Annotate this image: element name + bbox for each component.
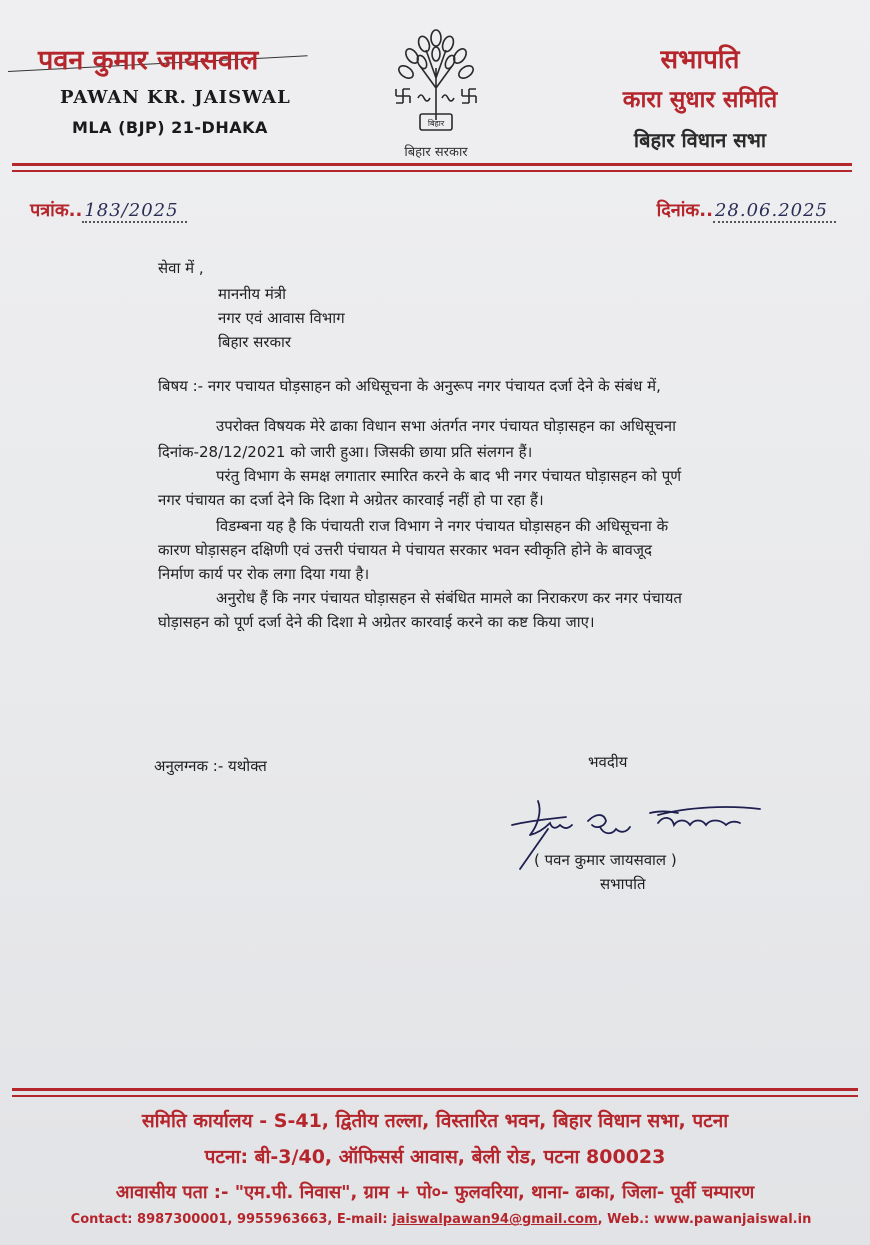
body-line: अनुरोध हैं कि नगर पंचायत घोड़ासहन से संबंधित मामले का निराकरण कर नगर पंचायत bbox=[216, 589, 682, 607]
assembly-name: बिहार विधान सभा bbox=[633, 128, 767, 152]
name-english: PAWAN KR. JAISWAL bbox=[60, 87, 291, 108]
body-line: कारण घोड़ासहन दक्षिणी एवं उत्तरी पंचायत मे पंचायत सरकार भवन स्वीकृति होने के बावजूद bbox=[158, 541, 652, 559]
footer-rule-thick bbox=[12, 1088, 858, 1091]
address-line: माननीय मंत्री bbox=[218, 285, 286, 303]
body-line: घोड़ासहन को पूर्ण दर्जा देने की दिशा मे अग्रेतर कारवाई करने का कष्ट किया जाए। bbox=[158, 613, 595, 631]
signatory-title: सभापति bbox=[600, 875, 646, 893]
website: , Web.: www.pawanjaiswal.in bbox=[597, 1212, 812, 1227]
reference-label: पत्रांक.. bbox=[30, 200, 83, 221]
date-label: दिनांक.. bbox=[656, 200, 713, 221]
emblem-caption: बिहार सरकार bbox=[404, 145, 468, 160]
body-line: विडम्बना यह है कि पंचायती राज विभाग ने नगर पंचायत घोड़ासहन की अधिसूचना के bbox=[216, 517, 669, 535]
enclosure: अनुलग्नक :- यथोक्त bbox=[154, 757, 267, 775]
date-value: 28.06.2025 bbox=[713, 200, 836, 223]
name-hindi: पवन कुमार जायसवाल bbox=[38, 45, 259, 76]
footer-office-address: समिति कार्यालय - S-41, द्वितीय तल्ला, विस्तारित भवन, बिहार विधान सभा, पटना bbox=[141, 1110, 729, 1132]
address-line: बिहार सरकार bbox=[218, 333, 292, 351]
bihar-emblem bbox=[382, 28, 490, 168]
handwritten-signature bbox=[508, 795, 768, 875]
body-line: उपरोक्त विषयक मेरे ढाका विधान सभा अंतर्गत नगर पंचायत घोड़ासहन का अधिसूचना bbox=[216, 417, 677, 435]
header-rule-thick bbox=[12, 163, 852, 166]
svg-text:बिहार: बिहार bbox=[427, 119, 445, 128]
salutation: सेवा में , bbox=[158, 259, 204, 277]
designation: MLA (BJP) 21-DHAKA bbox=[72, 118, 268, 137]
signatory-name: ( पवन कुमार जायसवाल ) bbox=[534, 851, 677, 869]
reference-value: 183/2025 bbox=[82, 200, 186, 223]
valediction: भवदीय bbox=[588, 753, 628, 771]
header-rule-thin bbox=[12, 170, 852, 172]
bodhi-tree-emblem-icon bbox=[382, 28, 490, 140]
email-link[interactable]: jaiswalpawan94@gmail.com bbox=[392, 1212, 598, 1227]
contact-numbers: Contact: 8987300001, 9955963663, E-mail: bbox=[70, 1212, 393, 1227]
body-line: नगर पंचायत का दर्जा देने कि दिशा मे अग्रेतर कारवाई नहीं हो पा रहा हैं। bbox=[158, 491, 544, 509]
footer-patna-address: पटना: बी-3/40, ऑफिसर्स आवास, बेली रोड, पटना 800023 bbox=[204, 1146, 666, 1168]
committee-name: कारा सुधार समिति bbox=[622, 87, 778, 113]
letter-date bbox=[657, 198, 836, 222]
footer-rule-thin bbox=[12, 1095, 858, 1097]
post-title: सभापति bbox=[660, 45, 740, 75]
body-line: दिनांक-28/12/2021 को जारी हुआ। जिसकी छाया प्रति संलगन हैं। bbox=[158, 443, 533, 461]
footer-contact bbox=[6, 1212, 870, 1227]
body-line: निर्माण कार्य पर रोक लगा दिया गया है। bbox=[158, 565, 370, 583]
address-line: नगर एवं आवास विभाग bbox=[218, 309, 345, 327]
letterhead-right bbox=[570, 40, 830, 153]
footer-residence-address: आवासीय पता :- "एम.पी. निवास", ग्राम + पो०- फुलवरिया, थाना- ढाका, जिला- पूर्वी चम्पारण bbox=[115, 1182, 755, 1203]
subject-line: बिषय :- नगर पचायत घोड़साहन को अधिसूचना के अनुरूप नगर पंचायत दर्जा देने के संबंध में, bbox=[158, 377, 661, 395]
reference-number bbox=[30, 198, 187, 222]
body-line: परंतु विभाग के समक्ष लगातार स्मारित करने के बाद भी नगर पंचायत घोड़ासहन को पूर्ण bbox=[216, 467, 682, 485]
